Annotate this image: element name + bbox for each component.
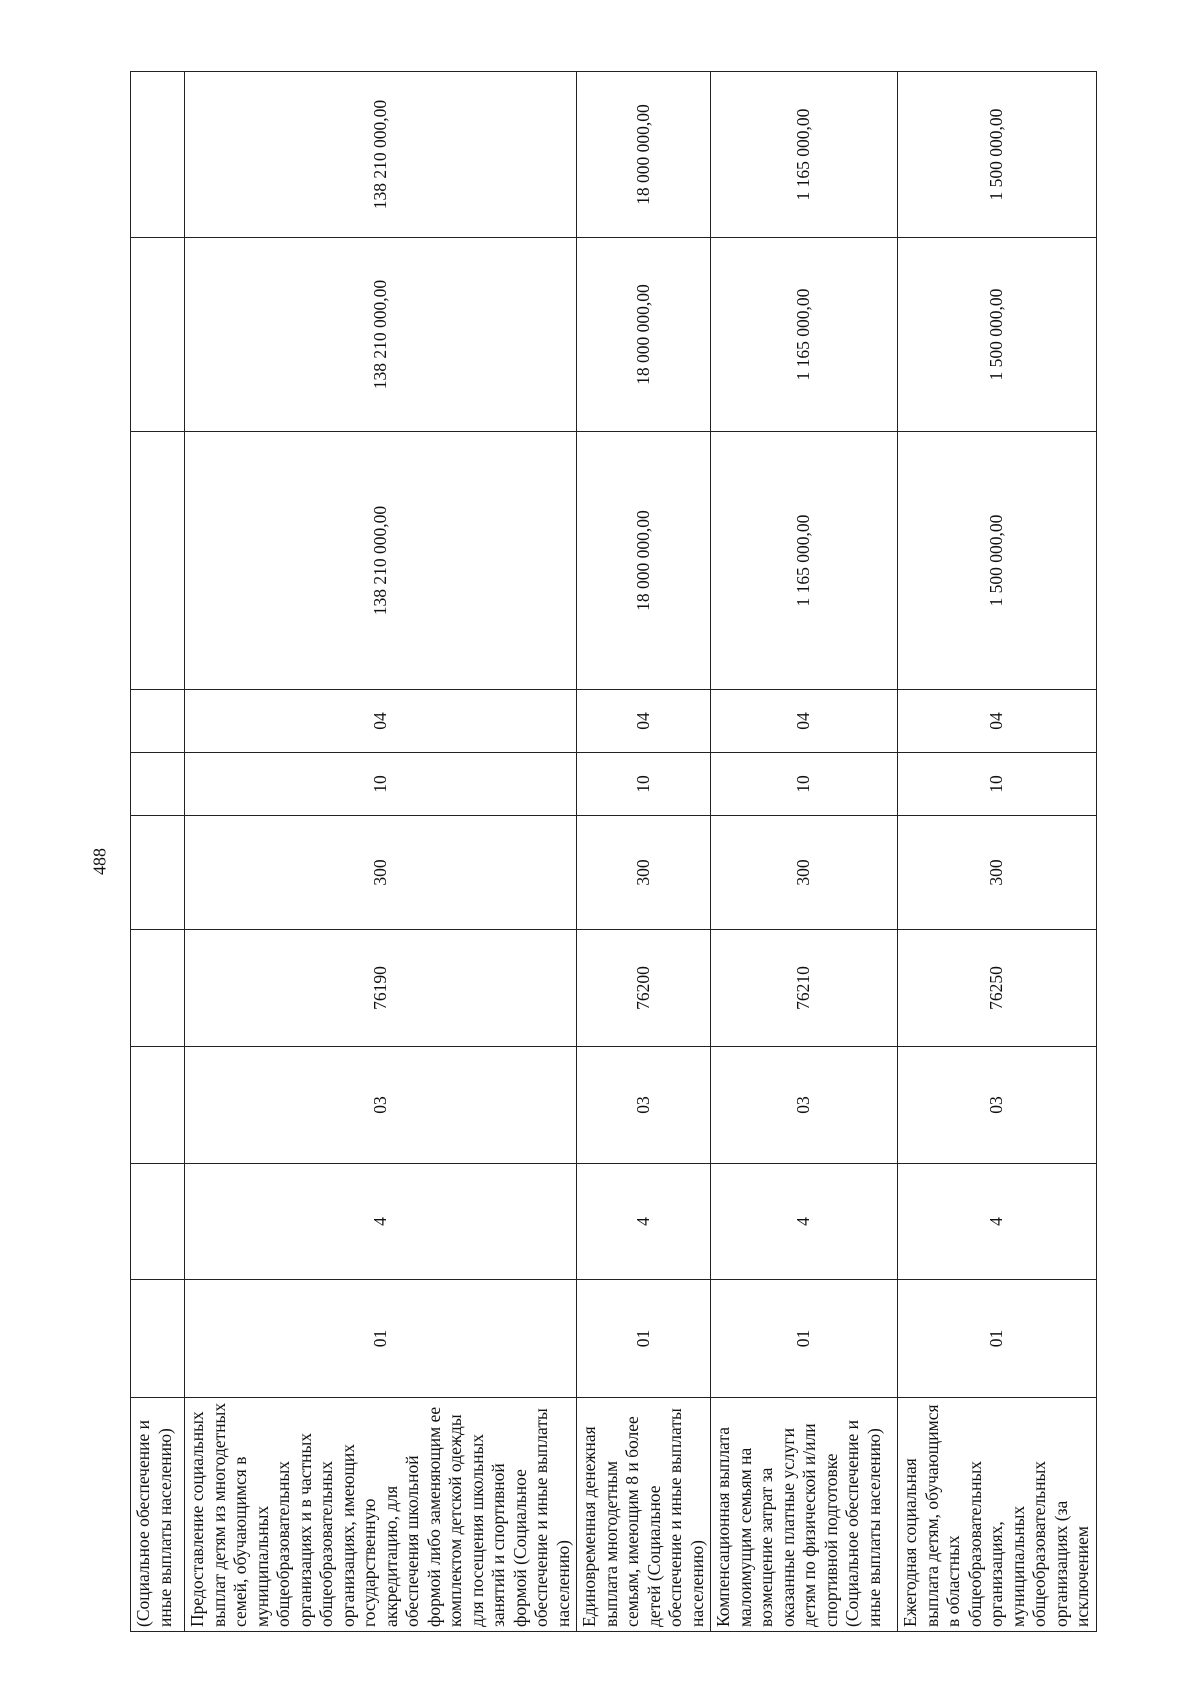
amount-year2-cell: 1 165 000,00 [711, 238, 898, 432]
expense-type-cell: 300 [898, 816, 1097, 930]
amount-year1-cell: 18 000 000,00 [577, 432, 711, 690]
subprogram-code-cell: 4 [577, 1164, 711, 1280]
direction-code-cell: 76210 [711, 930, 898, 1047]
amount-year3-cell [131, 72, 185, 238]
program-code-cell: 01 [185, 1280, 577, 1398]
subsection-cell [131, 690, 185, 753]
budget-table [130, 71, 1097, 1632]
section-cell: 10 [711, 753, 898, 816]
row-name-cell: (Социальное обеспечение и иные выплаты населению) [131, 1398, 185, 1632]
table-row [131, 72, 185, 1632]
row-name-cell: Единовременная денежная выплата многодетным семьям, имеющим 8 и более детей (Социальное обеспечение и иные выплаты населению) [577, 1398, 711, 1632]
amount-year1-cell: 1 165 000,00 [711, 432, 898, 690]
subsection-cell: 04 [711, 690, 898, 753]
table-row [577, 72, 711, 1632]
program-code-cell: 01 [898, 1280, 1097, 1398]
main-event-code-cell: 03 [898, 1047, 1097, 1164]
amount-year3-cell: 18 000 000,00 [577, 72, 711, 238]
amount-year1-cell [131, 432, 185, 690]
section-cell [131, 753, 185, 816]
main-event-code-cell: 03 [185, 1047, 577, 1164]
main-event-code-cell: 03 [711, 1047, 898, 1164]
subsection-cell: 04 [577, 690, 711, 753]
expense-type-cell: 300 [577, 816, 711, 930]
amount-year3-cell: 1 500 000,00 [898, 72, 1097, 238]
amount-year1-cell: 138 210 000,00 [185, 432, 577, 690]
subprogram-code-cell: 4 [185, 1164, 577, 1280]
section-cell: 10 [577, 753, 711, 816]
amount-year3-cell: 138 210 000,00 [185, 72, 577, 238]
subsection-cell: 04 [898, 690, 1097, 753]
section-cell: 10 [898, 753, 1097, 816]
amount-year3-cell: 1 165 000,00 [711, 72, 898, 238]
main-event-code-cell [131, 1047, 185, 1164]
page-number: 488 [89, 848, 110, 875]
section-cell: 10 [185, 753, 577, 816]
program-code-cell [131, 1280, 185, 1398]
subprogram-code-cell: 4 [711, 1164, 898, 1280]
row-name-cell: Предоставление социальных выплат детям из многодетных семей, обучающимся в муниципальных общеобразовательных организациях и в частных общеобразовательных организациях, имеющих государственную аккредитацию, для обеспечения школьной формой либо заменяющим ее комплектом детской одежды для посещения школьных занятий и спортивной формой (Социальное обеспечение и иные выплаты населению) [185, 1398, 577, 1632]
amount-year2-cell: 1 500 000,00 [898, 238, 1097, 432]
main-event-code-cell: 03 [577, 1047, 711, 1164]
expense-type-cell: 300 [185, 816, 577, 930]
expense-type-cell [131, 816, 185, 930]
direction-code-cell: 76250 [898, 930, 1097, 1047]
expense-type-cell: 300 [711, 816, 898, 930]
program-code-cell: 01 [577, 1280, 711, 1398]
row-name-cell: Компенсационная выплата малоимущим семьям на возмещение затрат за оказанные платные услуги детям по физической и/или спортивной подготовке (Социальное обеспечение и иные выплаты населению) [711, 1398, 898, 1632]
subprogram-code-cell: 4 [898, 1164, 1097, 1280]
direction-code-cell: 76190 [185, 930, 577, 1047]
amount-year2-cell: 138 210 000,00 [185, 238, 577, 432]
row-name-cell: Ежегодная социальная выплата детям, обучающимся в областных общеобразовательных организациях, муниципальных общеобразовательных организациях (за исключением [898, 1398, 1097, 1632]
amount-year2-cell [131, 238, 185, 432]
table-row [898, 72, 1097, 1632]
rotated-table-container [130, 72, 1090, 1632]
table-row [185, 72, 577, 1632]
amount-year2-cell: 18 000 000,00 [577, 238, 711, 432]
subsection-cell: 04 [185, 690, 577, 753]
amount-year1-cell: 1 500 000,00 [898, 432, 1097, 690]
subprogram-code-cell [131, 1164, 185, 1280]
direction-code-cell: 76200 [577, 930, 711, 1047]
direction-code-cell [131, 930, 185, 1047]
program-code-cell: 01 [711, 1280, 898, 1398]
table-row [711, 72, 898, 1632]
